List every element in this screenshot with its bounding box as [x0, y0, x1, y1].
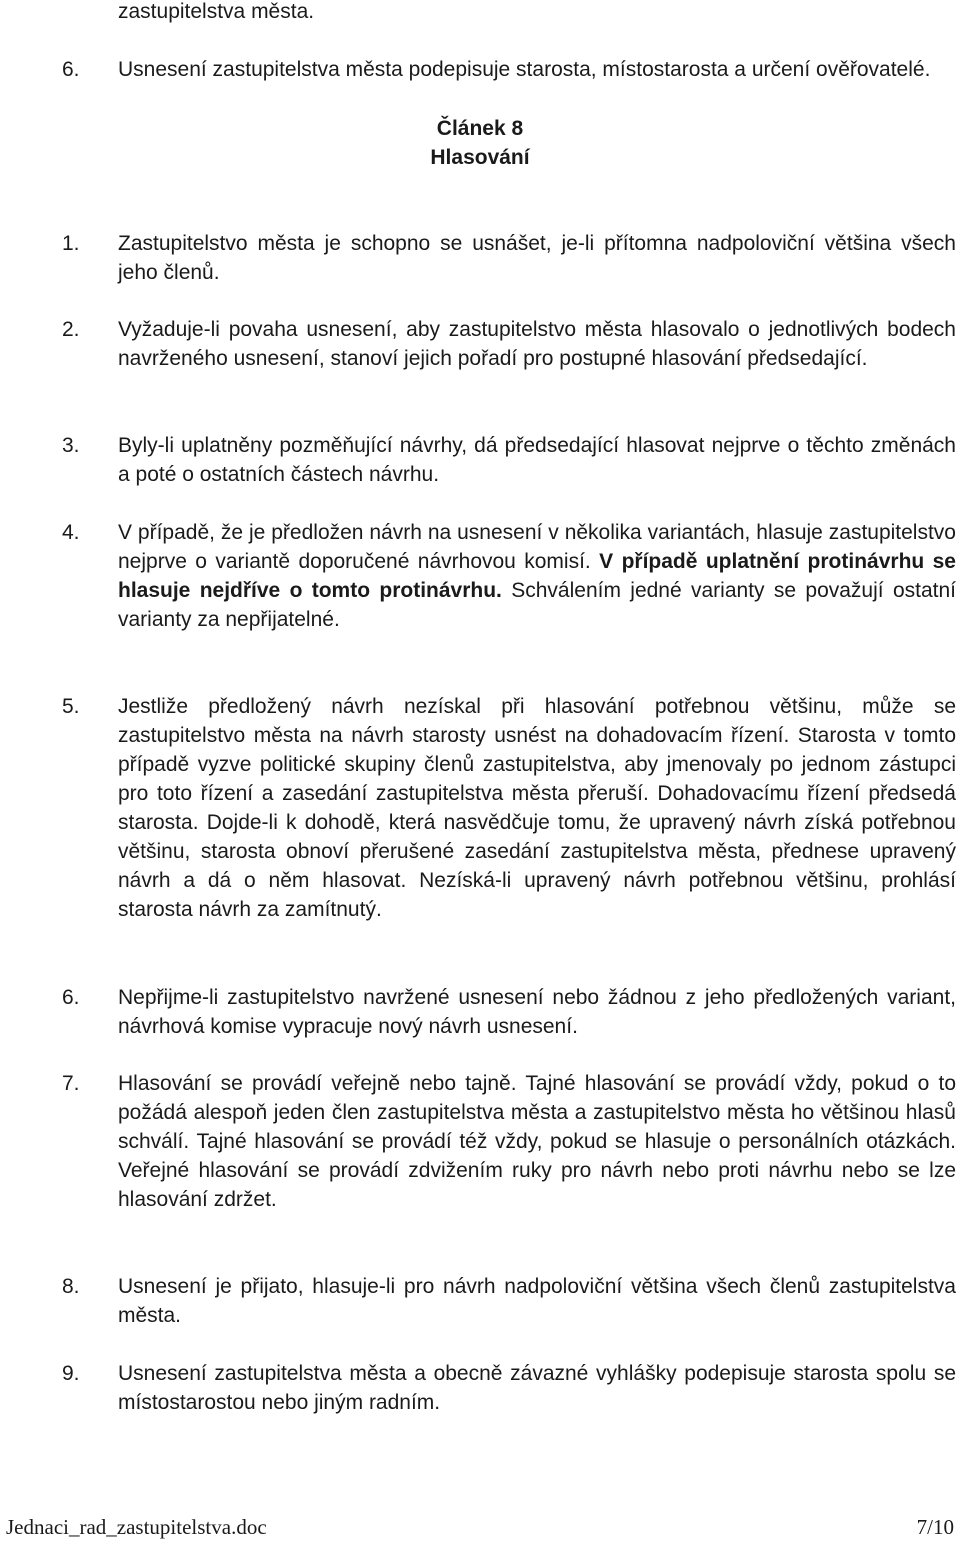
item-text: Byly-li uplatněny pozměňující návrhy, dá předsedající hlasovat nejprve o těchto změnách a poté o ostatních částech návrhu. [118, 434, 956, 486]
item-number: 6. [62, 58, 80, 81]
item-number: 8. [62, 1275, 80, 1298]
item-text: Nepřijme-li zastupitelstvo navržené usnesení nebo žádnou z jeho předložených variant, návrhová komise vypracuje nový návrh usnesení. [118, 986, 956, 1038]
item-text: Zastupitelstvo města je schopno se usnášet, je-li přítomna nadpoloviční většina všech jeho členů. [118, 232, 956, 284]
item-text: Vyžaduje-li povaha usnesení, aby zastupitelstvo města hlasovalo o jednotlivých bodech navrženého usnesení, stanoví jejich pořadí pro postupné hlasování předsedající. [118, 318, 956, 370]
item-number: 7. [62, 1072, 80, 1095]
item-text-bold: V případě uplatnění protinávrhu se hlasuje nejdříve o tomto protinávrhu. [118, 550, 956, 602]
item-number: 2. [62, 318, 80, 341]
item-number: 5. [62, 695, 80, 718]
footer-page-number: 7/10 [916, 1515, 954, 1539]
item-text: Jestliže předložený návrh nezískal při hlasování potřebnou většinu, může se zastupitelstvo města na návrh starosty usnést na dohadovacím řízení. Starosta v tomto případě vyzve politické skupiny členů zastupitelstva, aby jmenovaly po jednom zástupci pro toto řízení a zasedání zastupitelstva města přeruší. Dohadovacímu řízení předsedá starosta. Dojde-li k dohodě, která nasvědčuje tomu, že upravený návrh získá potřebnou většinu, starosta obnoví přerušené zasedání zastupitelstva města, přednese upravený návrh a dá o něm hlasovat. Nezíská-li upravený návrh potřebnou většinu, prohlásí starosta návrh za zamítnutý. [118, 695, 956, 921]
continuation-text: zastupitelstva města. [118, 0, 315, 23]
item-text: Usnesení je přijato, hlasuje-li pro návrh nadpoloviční většina všech členů zastupitelstva města. [118, 1275, 956, 1327]
article-subtitle: Hlasování [430, 146, 530, 169]
item-number: 3. [62, 434, 80, 457]
footer-filename: Jednaci_rad_zastupitelstva.doc [6, 1515, 267, 1539]
item-text-part: V případě, že je předložen návrh na usnesení v několika variantách, hlasuje zastupitelstvo nejprve o variantě doporučené návrhovou komisí. [118, 521, 956, 573]
item-text: Hlasování se provádí veřejně nebo tajně. Tajné hlasování se provádí vždy, pokud o to požádá alespoň jeden člen zastupitelstva města a zastupitelstvo města ho většinou hlasů schválí. Tajné hlasování se provádí též vždy, pokud se hlasuje o personálních otázkách. Veřejné hlasování se provádí zdvižením ruky pro návrh nebo proti návrhu nebo se lze hlasování zdržet. [118, 1072, 956, 1211]
item-text-part: Schválením jedné varianty se považují ostatní varianty za nepřijatelné. [118, 579, 956, 631]
item-number: 6. [62, 986, 80, 1009]
item-text: Usnesení zastupitelstva města a obecně závazné vyhlášky podepisuje starosta spolu se místostarostou nebo jiným radním. [118, 1362, 956, 1414]
item-text [118, 518, 956, 634]
item-text: Usnesení zastupitelstva města podepisuje starosta, místostarosta a určení ověřovatelé. [118, 58, 931, 81]
article-title: Článek 8 [436, 117, 524, 140]
item-number: 1. [62, 232, 80, 255]
item-number: 4. [62, 521, 80, 544]
item-number: 9. [62, 1362, 80, 1385]
